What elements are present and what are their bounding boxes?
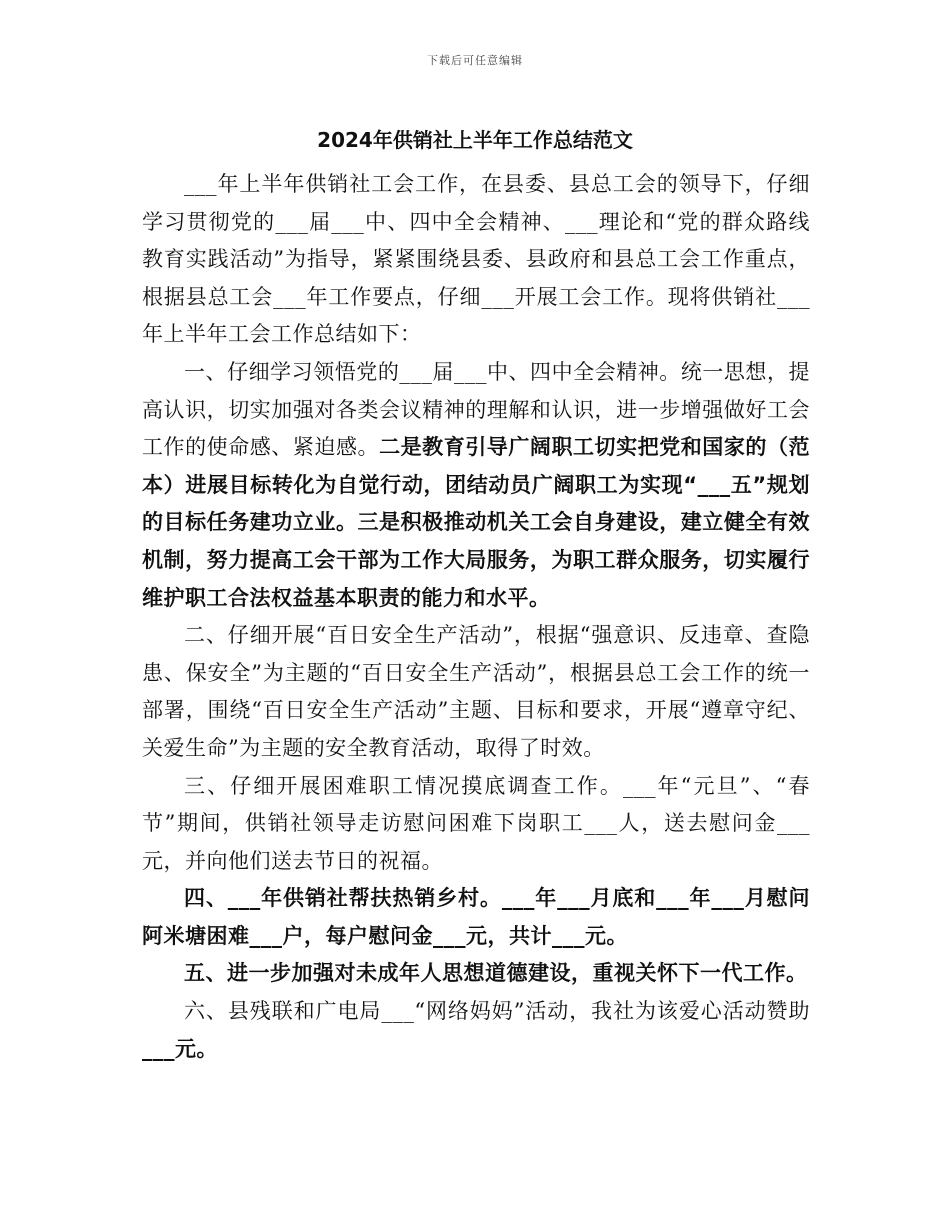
document-body bbox=[142, 166, 810, 1068]
paragraph-intro: ___年上半年供销社工会工作，在县委、县总工会的领导下，仔细学习贯彻党的___届___中、四中全会精神、___理论和“党的群众路线教育实践活动”为指导，紧紧围绕县委、县政府和县总工会工作重点，根据县总工会___年工作要点，仔细___开展工会工作。现将供销社___年上半年工会工作总结如下： bbox=[142, 172, 810, 347]
paragraph-3: 三、仔细开展困难职工情况摸底调查工作。___年“元旦”、“春节”期间，供销社领导走访慰问困难下岗职工___人，送去慰问金___元，并向他们送去节日的祝福。 bbox=[142, 773, 810, 873]
paragraph-2: 二、仔细开展“百日安全生产活动”，根据“强意识、反违章、查隐患、保安全”为主题的“百日安全生产活动”，根据县总工会工作的统一部署，围绕“百日安全生产活动”主题、目标和要求，开展“遵章守纪、关爱生命”为主题的安全教育活动，取得了时效。 bbox=[142, 623, 810, 760]
paragraph-6-normal-text: 六、县残联和广电局___“网络妈妈”活动，我社为该爱心活动赞助 bbox=[184, 999, 810, 1024]
document-title: 2024年供销社上半年工作总结范文 bbox=[317, 128, 633, 152]
paragraph-6 bbox=[142, 993, 810, 1068]
paragraph-6-bold-text: ___元。 bbox=[142, 1036, 218, 1061]
paragraph-1-bold-text: 二是教育引导广阔职工切实把党和国家的（范本）进展目标转化为自觉行动，团结动员广阔职工为实现“___五”规划的目标任务建功立业。三是积极推动机关工会自身建设，建立健全有效机制，努力提高工会干部为工作大局服务，为职工群众服务，切实履行维护职工合法权益基本职责的能力和水平。 bbox=[142, 435, 811, 610]
paragraph-4: 四、___年供销社帮扶热销乡村。___年___月底和___年___月慰问阿米塘困难___户，每户慰问金___元，共计___元。 bbox=[142, 886, 810, 948]
paragraph-1 bbox=[142, 354, 810, 617]
paragraph-1-normal-text: 一、仔细学习领悟党的___届___中、四中全会精神。统一思想，提高认识，切实加强对各类会议精神的理解和认识，进一步增强做好工会工作的使命感、紧迫感。 bbox=[142, 359, 810, 460]
paragraph-5: 五、进一步加强对未成年人思想道德建设，重视关怀下一代工作。 bbox=[184, 961, 808, 986]
header-note: 下载后可任意编辑 bbox=[427, 54, 523, 67]
